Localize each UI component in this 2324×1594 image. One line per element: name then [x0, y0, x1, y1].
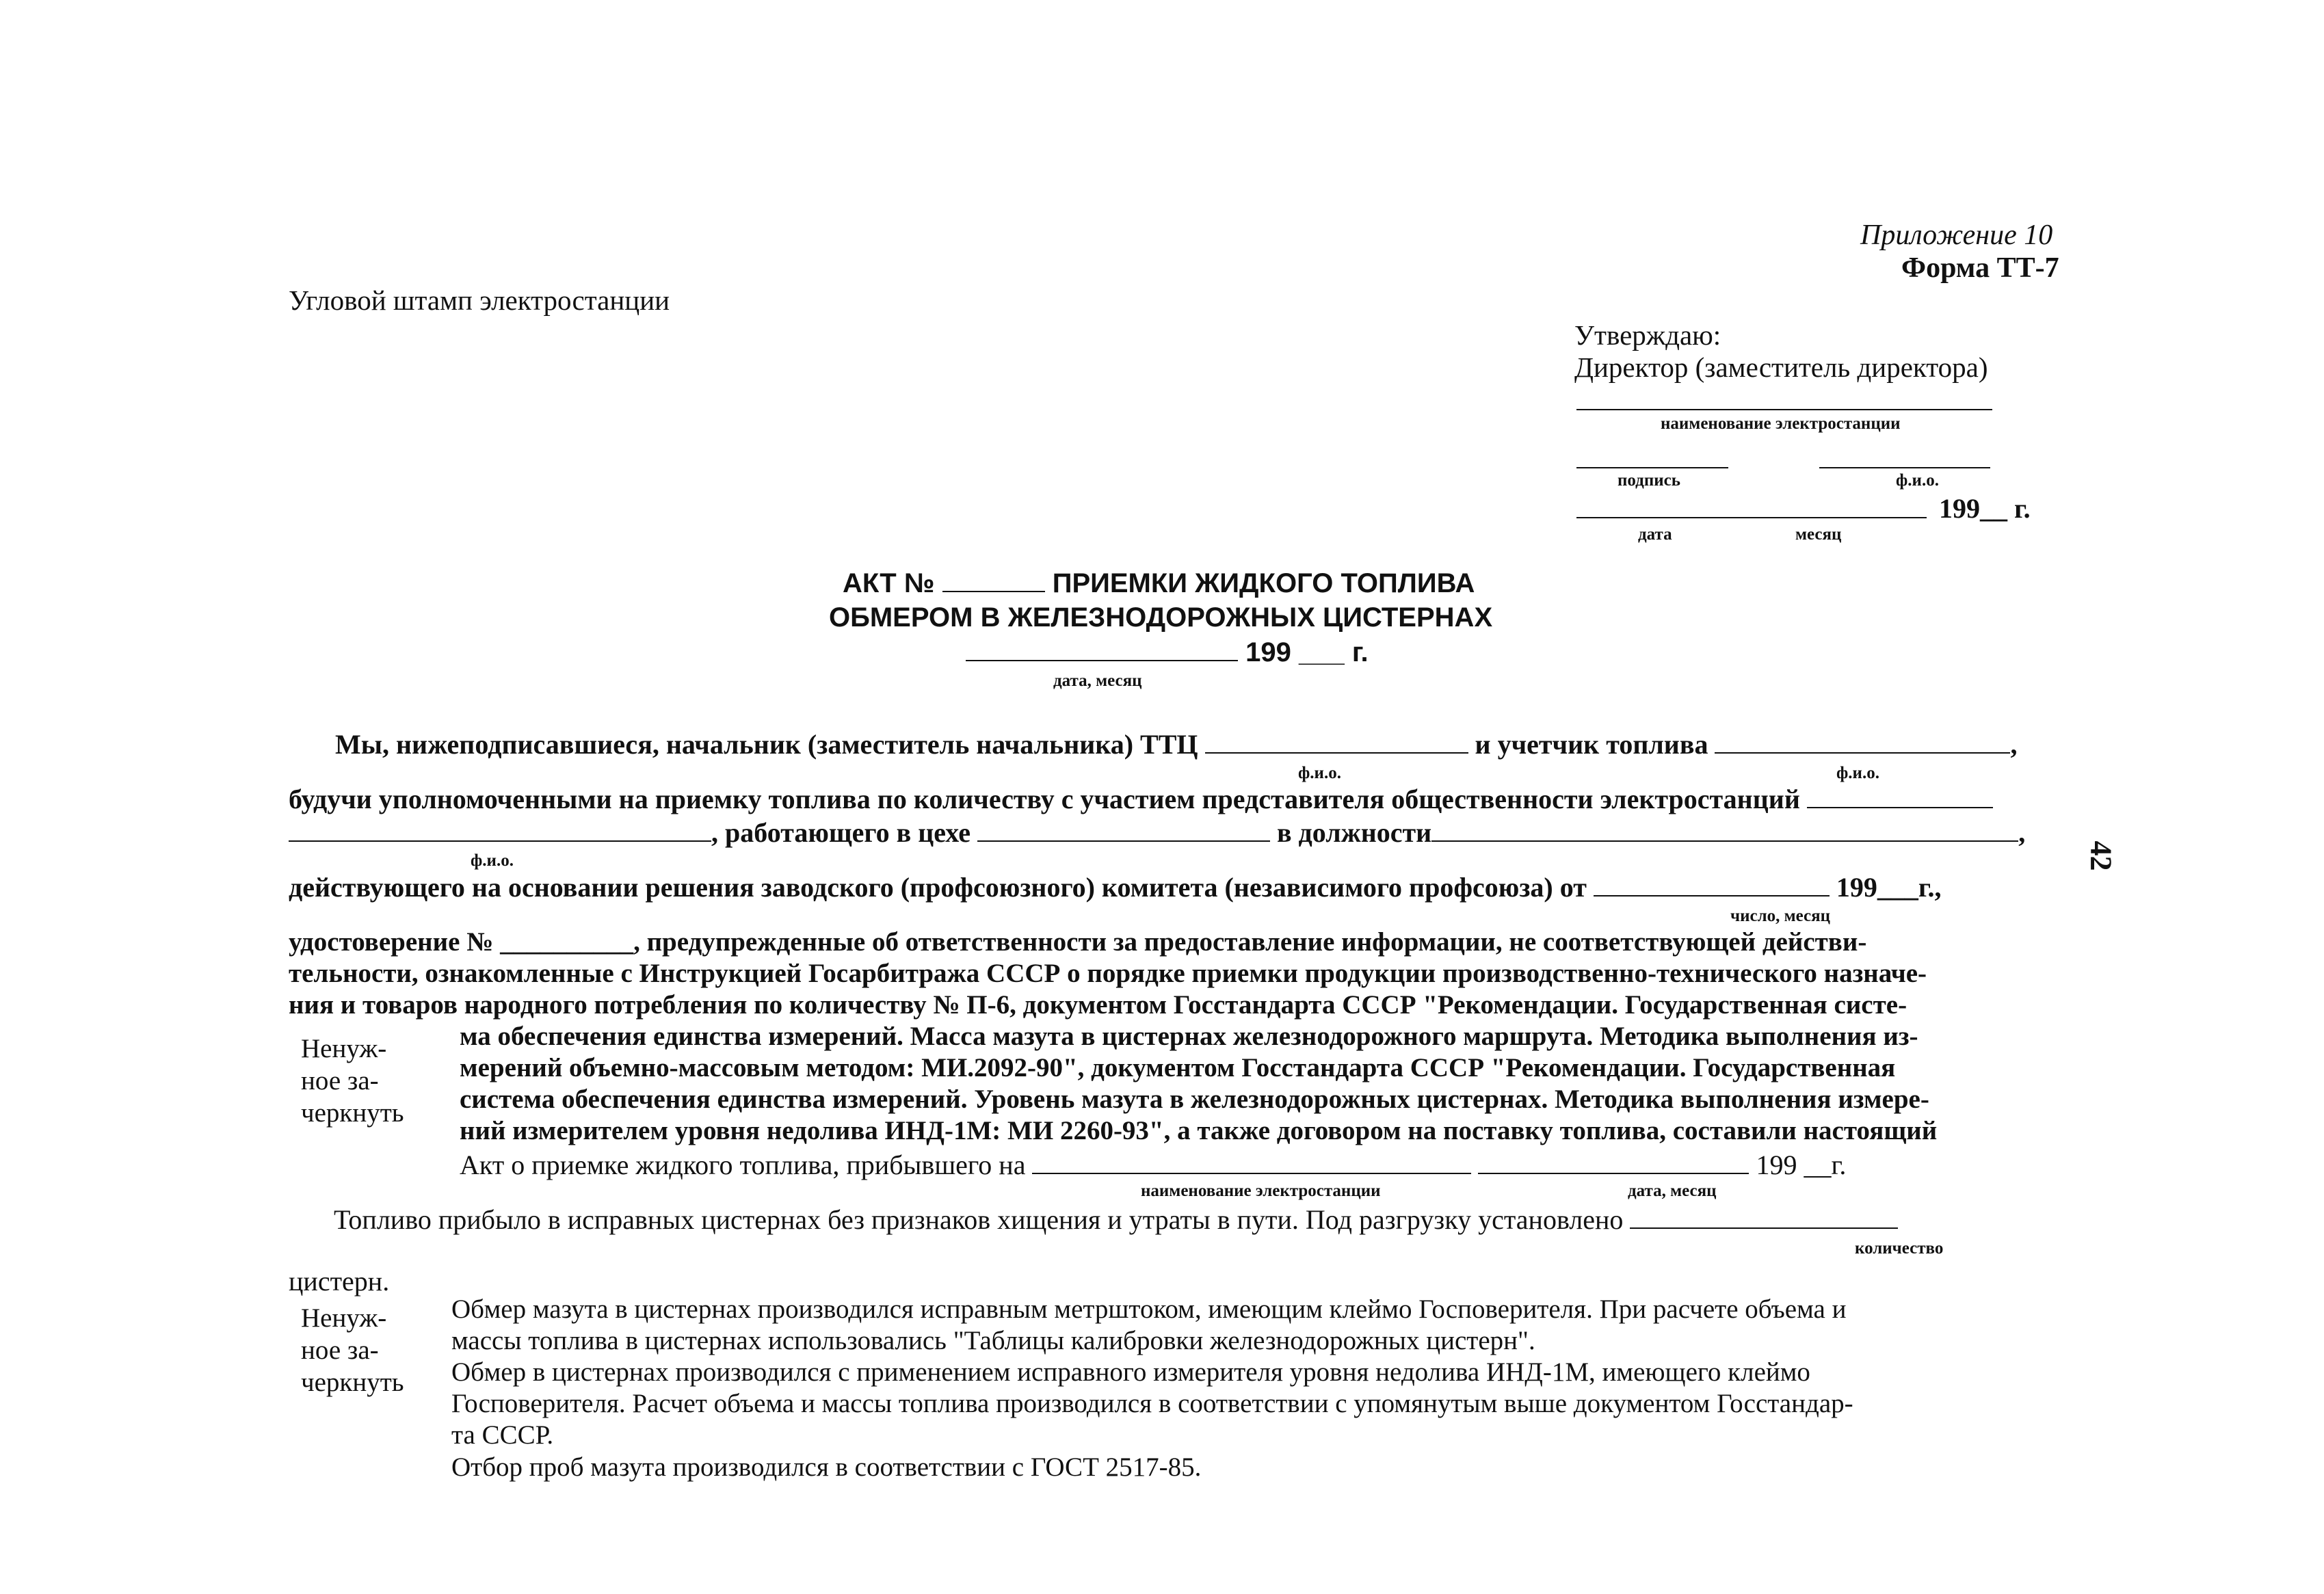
arrival-condition-line: Топливо прибыло в исправных цистернах без признаков хищения и утраты в пути. Под разгрузку установлено	[334, 1204, 1898, 1236]
date-month-caption: дата, месяц	[1628, 1182, 1717, 1200]
act-title-line2: ОБМЕРОМ В ЖЕЛЕЗНОДОРОЖНЫХ ЦИСТЕРНАХ	[829, 602, 1493, 633]
fio-caption: ф.и.о.	[1896, 471, 1939, 490]
intro-line2: будучи уполномоченными на приемку топлива по количеству с участием представителя общественности электростанций	[289, 783, 1993, 816]
approval-year: 199__ г.	[1939, 493, 2031, 524]
quantity-caption: количество	[1855, 1239, 1944, 1258]
intro-line4: действующего на основании решения заводского (профсоюзного) комитета (независимого профсоюза) от 199___г.,	[289, 872, 1942, 903]
signature-line[interactable]	[1576, 467, 1728, 468]
director-label: Директор (заместитель директора)	[1574, 351, 1988, 383]
signature-caption: подпись	[1617, 471, 1680, 490]
intro-line1: Мы, нижеподписавшиеся, начальник (заместитель начальника) ТТЦ и учетчик топлива ,	[335, 729, 2018, 760]
date-caption: дата	[1638, 525, 1672, 544]
sampling-line: Отбор проб мазута производился в соответствии с ГОСТ 2517-85.	[451, 1452, 1202, 1482]
level-gauge-paragraph: Обмер в цистернах производился с применением исправного измерителя уровня недолива ИНД-1М, имеющего клеймо Госповерителя. Расчет объема и массы топлива производился в соответствии с упомянутым выше документом Госстандар- та СССР.	[451, 1357, 1853, 1450]
meter-stick-paragraph: Обмер мазута в цистернах производился исправным метрштоком, имеющим клеймо Госповерителя. При расчете объема и массы топлива в цистернах использовались "Таблицы калибровки железнодорожных цистерн".	[451, 1294, 1847, 1355]
page-number: 42	[2084, 840, 2118, 871]
tanks-word: цистерн.	[289, 1266, 390, 1297]
accountant-fio-caption: ф.и.о.	[1836, 764, 1879, 782]
act-title-line3: 199 ___ г.	[966, 636, 1369, 669]
director-fio-line[interactable]	[1819, 467, 1990, 468]
approve-label: Утверждаю:	[1574, 319, 1721, 351]
representative-fio-caption: ф.и.о.	[471, 851, 514, 870]
station-name-caption-2: наименование электростанции	[1141, 1182, 1381, 1200]
act-arrival-line: Акт о приемке жидкого топлива, прибывшего на 199 __г.	[460, 1150, 1847, 1180]
title-date-caption: дата, месяц	[1053, 672, 1142, 690]
station-name-line[interactable]	[1576, 409, 1992, 410]
certificate-paragraph: удостоверение № __________, предупрежденные об ответственности за предоставление информации, не соответствующей действи- тельности, ознакомленные с Инструкцией Госарбитража СССР о порядке приемки продукции производственно-технического назначе- ния и товаров народного потребления по количеству № П-6, документом Госстандарта СССР "Рекомендации. Государственная систе-	[289, 927, 1927, 1020]
intro-line3: , работающего в цехе в должности ,	[289, 816, 2025, 849]
number-month-caption: число, месяц	[1730, 907, 1831, 925]
methodology-paragraph: ма обеспечения единства измерений. Масса мазута в цистернах железнодорожного маршрута. Методика выполнения из- мерений объемно-массовым методом: МИ.2092-90", документом Госстандарта СССР "Рекомендации. Государственная система обеспечения единства измерений. Уровень мазута в железнодорожных цистернах. Методика выполнения измере- ний измерителем уровня недолива ИНД-1М: МИ 2260-93", а также договором на поставку топлива, составили настоящий	[460, 1022, 1938, 1145]
appendix-label: Приложение 10	[1860, 220, 2053, 251]
strike-unneeded-note-2: Ненуж- ное за- черкнуть	[301, 1303, 404, 1397]
corner-stamp-label: Угловой штамп электростанции	[289, 284, 670, 316]
month-caption: месяц	[1795, 525, 1842, 544]
form-label: Форма ТТ-7	[1901, 252, 2059, 284]
act-title-line1: АКТ № ПРИЕМКИ ЖИДКОГО ТОПЛИВА	[843, 568, 1475, 598]
strike-unneeded-note-1: Ненуж- ное за- черкнуть	[301, 1034, 404, 1128]
head-fio-caption: ф.и.о.	[1298, 764, 1341, 782]
date-month-line[interactable]	[1576, 517, 1927, 518]
station-name-caption: наименование электростанции	[1661, 414, 1901, 433]
